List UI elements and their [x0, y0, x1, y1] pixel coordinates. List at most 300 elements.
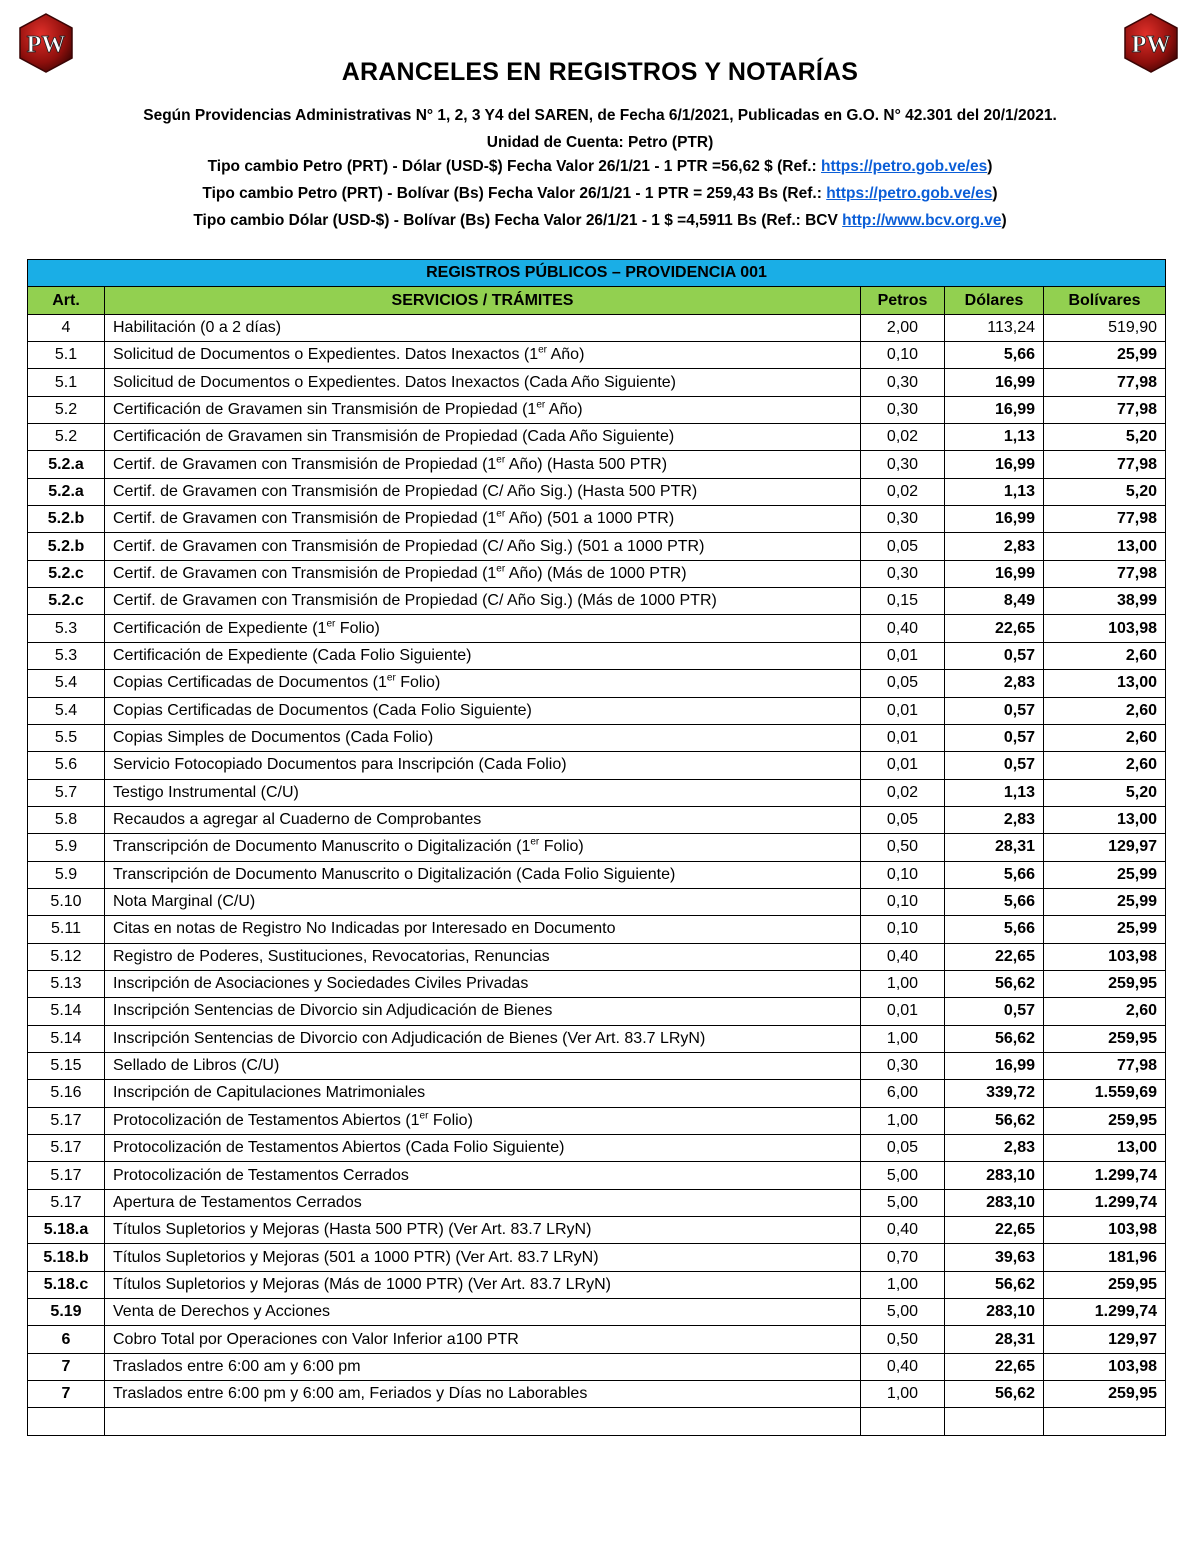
cell-dolares: 56,62 — [945, 1025, 1044, 1052]
cell-service — [105, 588, 861, 615]
column-header-row — [28, 287, 1166, 314]
cell-bolivares: 103,98 — [1044, 943, 1166, 970]
table-row — [28, 670, 1166, 697]
cell-art: 5.18.a — [28, 1217, 105, 1244]
cell-service — [105, 888, 861, 915]
cell-art: 5.12 — [28, 943, 105, 970]
cell-service — [105, 916, 861, 943]
rate-petro-bs-line — [0, 185, 1200, 203]
cell-art: 5.1 — [28, 342, 105, 369]
cell-dolares: 1,13 — [945, 779, 1044, 806]
cell-art: 6 — [28, 1326, 105, 1353]
cell-bolivares: 38,99 — [1044, 588, 1166, 615]
cell-art: 5.2.a — [28, 478, 105, 505]
cell-petros: 1,00 — [861, 1025, 945, 1052]
service-text-suffix: Folio) — [335, 619, 380, 637]
cell-bolivares: 77,98 — [1044, 451, 1166, 478]
cell-service — [105, 670, 861, 697]
cell-art: 5.2.b — [28, 533, 105, 560]
cell-service — [105, 342, 861, 369]
table-row — [28, 615, 1166, 642]
cell-petros: 0,15 — [861, 588, 945, 615]
cell-petros: 0,50 — [861, 834, 945, 861]
table-row — [28, 916, 1166, 943]
cell-bolivares: 259,95 — [1044, 1107, 1166, 1134]
cell-petros: 0,30 — [861, 506, 945, 533]
service-text: Inscripción Sentencias de Divorcio con Adjudicación de Bienes (Ver Art. 83.7 LRyN) — [113, 1029, 706, 1047]
cell-art: 5.2 — [28, 396, 105, 423]
cell-service — [105, 1162, 861, 1189]
table-row — [28, 1052, 1166, 1079]
ordinal-superscript: er — [419, 1110, 429, 1122]
cell-service — [105, 1107, 861, 1134]
cell-petros: 0,30 — [861, 1052, 945, 1079]
cell-art: 5.2.c — [28, 588, 105, 615]
rate-usd-bs-line — [0, 212, 1200, 230]
col-header-bolivares: Bolívares — [1044, 287, 1166, 314]
petro-link-2[interactable]: https://petro.gob.ve/es — [826, 185, 993, 202]
service-text-suffix: Folio) — [428, 1111, 473, 1129]
table-row — [28, 1244, 1166, 1271]
col-header-petros: Petros — [861, 287, 945, 314]
cell-bolivares: 103,98 — [1044, 615, 1166, 642]
section-title: REGISTROS PÚBLICOS – PROVIDENCIA 001 — [28, 260, 1166, 287]
cell-dolares: 5,66 — [945, 916, 1044, 943]
cell-petros: 0,10 — [861, 342, 945, 369]
cell-bolivares: 1.299,74 — [1044, 1299, 1166, 1326]
cell-dolares: 16,99 — [945, 1052, 1044, 1079]
bcv-link[interactable]: http://www.bcv.org.ve — [842, 212, 1002, 229]
service-text: Certif. de Gravamen con Transmisión de Propiedad (C/ Año Sig.) (Hasta 500 PTR) — [113, 482, 698, 500]
cell-art: 5.4 — [28, 670, 105, 697]
empty-cell — [1044, 1408, 1166, 1435]
service-text: Transcripción de Documento Manuscrito o Digitalización (Cada Folio Siguiente) — [113, 865, 676, 883]
service-text: Traslados entre 6:00 pm y 6:00 am, Feriados y Días no Laborables — [113, 1385, 588, 1403]
cell-bolivares: 1.559,69 — [1044, 1080, 1166, 1107]
table-row — [28, 1107, 1166, 1134]
cell-service — [105, 943, 861, 970]
cell-bolivares: 25,99 — [1044, 888, 1166, 915]
cell-dolares: 113,24 — [945, 314, 1044, 341]
cell-bolivares: 5,20 — [1044, 478, 1166, 505]
providencias-line: Según Providencias Administrativas N° 1, 2, 3 Y4 del SAREN, de Fecha 6/1/2021, Publicadas en G.O. N° 42.301 del 20/1/2021. — [143, 107, 1057, 124]
cell-dolares: 22,65 — [945, 1353, 1044, 1380]
cell-petros: 0,05 — [861, 806, 945, 833]
rate-usd-bs-end: ) — [1001, 212, 1007, 229]
cell-dolares: 5,66 — [945, 342, 1044, 369]
table-row — [28, 533, 1166, 560]
cell-petros: 0,50 — [861, 1326, 945, 1353]
cell-bolivares: 25,99 — [1044, 342, 1166, 369]
cell-bolivares: 5,20 — [1044, 424, 1166, 451]
service-text: Certificación de Expediente (1 — [113, 619, 327, 637]
cell-dolares: 56,62 — [945, 1381, 1044, 1408]
cell-art: 7 — [28, 1353, 105, 1380]
service-text: Apertura de Testamentos Cerrados — [113, 1193, 362, 1211]
cell-service — [105, 1381, 861, 1408]
cell-petros: 0,01 — [861, 998, 945, 1025]
service-text: Títulos Supletorios y Mejoras (Hasta 500 PTR) (Ver Art. 83.7 LRyN) — [113, 1221, 592, 1239]
cell-petros: 6,00 — [861, 1080, 945, 1107]
cell-service — [105, 1217, 861, 1244]
table-row — [28, 1381, 1166, 1408]
cell-bolivares: 13,00 — [1044, 533, 1166, 560]
cell-petros: 0,40 — [861, 615, 945, 642]
empty-cell — [945, 1408, 1044, 1435]
cell-dolares: 56,62 — [945, 1271, 1044, 1298]
service-text: Cobro Total por Operaciones con Valor Inferior a100 PTR — [113, 1330, 519, 1348]
cell-bolivares: 77,98 — [1044, 396, 1166, 423]
cell-dolares: 0,57 — [945, 724, 1044, 751]
cell-petros: 1,00 — [861, 970, 945, 997]
cell-service — [105, 642, 861, 669]
cell-petros: 0,05 — [861, 670, 945, 697]
service-text: Copias Simples de Documentos (Cada Folio) — [113, 729, 434, 747]
cell-service — [105, 506, 861, 533]
cell-art: 5.14 — [28, 1025, 105, 1052]
service-text: Protocolización de Testamentos Abiertos (Cada Folio Siguiente) — [113, 1139, 565, 1157]
cell-art: 5.13 — [28, 970, 105, 997]
service-text: Solicitud de Documentos o Expedientes. Datos Inexactos (1 — [113, 346, 539, 364]
cell-art: 5.17 — [28, 1189, 105, 1216]
service-text-suffix: Folio) — [539, 838, 584, 856]
cell-petros: 0,30 — [861, 369, 945, 396]
cell-service — [105, 834, 861, 861]
service-text: Certif. de Gravamen con Transmisión de Propiedad (C/ Año Sig.) (Más de 1000 PTR) — [113, 592, 717, 610]
cell-dolares: 28,31 — [945, 834, 1044, 861]
cell-art: 5.17 — [28, 1135, 105, 1162]
table-row — [28, 724, 1166, 751]
pw-logo-left-text: PW — [26, 32, 66, 58]
service-text: Habilitación (0 a 2 días) — [113, 318, 282, 336]
cell-service — [105, 724, 861, 751]
table-row — [28, 314, 1166, 341]
cell-dolares: 283,10 — [945, 1189, 1044, 1216]
section-header-row — [28, 260, 1166, 287]
cell-dolares: 39,63 — [945, 1244, 1044, 1271]
fees-table — [27, 259, 1166, 1436]
table-row — [28, 779, 1166, 806]
cell-art: 5.5 — [28, 724, 105, 751]
cell-bolivares: 2,60 — [1044, 697, 1166, 724]
table-row — [28, 342, 1166, 369]
cell-dolares: 8,49 — [945, 588, 1044, 615]
cell-service — [105, 1025, 861, 1052]
cell-petros: 5,00 — [861, 1189, 945, 1216]
cell-dolares: 283,10 — [945, 1162, 1044, 1189]
cell-bolivares: 77,98 — [1044, 1052, 1166, 1079]
empty-cell — [861, 1408, 945, 1435]
cell-service — [105, 1326, 861, 1353]
cell-art: 5.19 — [28, 1299, 105, 1326]
ordinal-superscript: er — [496, 454, 506, 466]
cell-service — [105, 478, 861, 505]
table-row — [28, 998, 1166, 1025]
table-row — [28, 1189, 1166, 1216]
cell-art: 5.14 — [28, 998, 105, 1025]
cell-service — [105, 533, 861, 560]
cell-art: 5.17 — [28, 1107, 105, 1134]
cell-service — [105, 1271, 861, 1298]
service-text: Testigo Instrumental (C/U) — [113, 783, 299, 801]
table-row — [28, 451, 1166, 478]
cell-art: 5.3 — [28, 615, 105, 642]
cell-petros: 1,00 — [861, 1381, 945, 1408]
service-text: Nota Marginal (C/U) — [113, 893, 256, 911]
rate-petro-bs-text: Tipo cambio Petro (PRT) - Bolívar (Bs) Fecha Valor 26/1/21 - 1 PTR = 259,43 Bs (Ref.: — [202, 185, 827, 202]
rate-usd-bs-text: Tipo cambio Dólar (USD-$) - Bolívar (Bs) Fecha Valor 26/1/21 - 1 $ =4,5911 Bs (Ref.: BCV — [193, 212, 843, 229]
cell-service — [105, 560, 861, 587]
cell-petros: 0,40 — [861, 943, 945, 970]
cell-bolivares: 77,98 — [1044, 506, 1166, 533]
cell-petros: 5,00 — [861, 1162, 945, 1189]
col-header-art: Art. — [28, 287, 105, 314]
cell-service — [105, 451, 861, 478]
table-row — [28, 752, 1166, 779]
service-text: Solicitud de Documentos o Expedientes. Datos Inexactos (Cada Año Siguiente) — [113, 373, 676, 391]
table-row — [28, 1353, 1166, 1380]
cell-art: 5.2.a — [28, 451, 105, 478]
table-row — [28, 834, 1166, 861]
cell-dolares: 5,66 — [945, 888, 1044, 915]
cell-art: 5.6 — [28, 752, 105, 779]
service-text: Copias Certificadas de Documentos (Cada Folio Siguiente) — [113, 701, 532, 719]
cell-art: 5.18.b — [28, 1244, 105, 1271]
service-text-suffix: Año) — [545, 400, 583, 418]
cell-art: 5.2 — [28, 424, 105, 451]
cell-service — [105, 314, 861, 341]
cell-service — [105, 615, 861, 642]
cell-bolivares: 13,00 — [1044, 806, 1166, 833]
col-header-services: SERVICIOS / TRÁMITES — [105, 287, 861, 314]
petro-link-1[interactable]: https://petro.gob.ve/es — [821, 158, 988, 175]
service-text: Inscripción de Capitulaciones Matrimoniales — [113, 1084, 426, 1102]
cell-petros: 0,40 — [861, 1353, 945, 1380]
cell-petros: 1,00 — [861, 1107, 945, 1134]
table-row — [28, 943, 1166, 970]
cell-dolares: 16,99 — [945, 560, 1044, 587]
cell-art: 5.11 — [28, 916, 105, 943]
cell-dolares: 28,31 — [945, 1326, 1044, 1353]
service-text: Certif. de Gravamen con Transmisión de Propiedad (1 — [113, 510, 497, 528]
service-text-suffix: Año) — [547, 346, 585, 364]
cell-art: 5.9 — [28, 861, 105, 888]
cell-dolares: 0,57 — [945, 998, 1044, 1025]
ordinal-superscript: er — [530, 837, 540, 849]
cell-bolivares: 259,95 — [1044, 1271, 1166, 1298]
table-row — [28, 424, 1166, 451]
service-text: Registro de Poderes, Sustituciones, Revocatorias, Renuncias — [113, 947, 550, 965]
cell-dolares: 0,57 — [945, 752, 1044, 779]
ordinal-superscript: er — [496, 508, 506, 520]
cell-dolares: 16,99 — [945, 451, 1044, 478]
cell-service — [105, 1080, 861, 1107]
cell-art: 5.15 — [28, 1052, 105, 1079]
service-text-suffix: Año) (Más de 1000 PTR) — [505, 564, 687, 582]
table-row — [28, 506, 1166, 533]
cell-petros: 2,00 — [861, 314, 945, 341]
table-row — [28, 588, 1166, 615]
service-text: Transcripción de Documento Manuscrito o Digitalización (1 — [113, 838, 531, 856]
service-text: Inscripción Sentencias de Divorcio sin Adjudicación de Bienes — [113, 1002, 553, 1020]
cell-petros: 0,30 — [861, 451, 945, 478]
cell-petros: 0,30 — [861, 560, 945, 587]
service-text: Certificación de Gravamen sin Transmisión de Propiedad (1 — [113, 400, 537, 418]
table-row — [28, 1135, 1166, 1162]
cell-bolivares: 2,60 — [1044, 642, 1166, 669]
cell-dolares: 0,57 — [945, 642, 1044, 669]
table-row — [28, 369, 1166, 396]
cell-service — [105, 1299, 861, 1326]
cell-bolivares: 1.299,74 — [1044, 1162, 1166, 1189]
cell-petros: 0,10 — [861, 916, 945, 943]
cell-bolivares: 103,98 — [1044, 1353, 1166, 1380]
cell-dolares: 2,83 — [945, 670, 1044, 697]
ordinal-superscript: er — [386, 673, 396, 684]
cell-bolivares: 519,90 — [1044, 314, 1166, 341]
table-row — [28, 806, 1166, 833]
table-row — [28, 1162, 1166, 1189]
service-text: Copias Certificadas de Documentos (1 — [113, 674, 387, 692]
empty-cell — [28, 1408, 105, 1435]
cell-service — [105, 369, 861, 396]
table-row — [28, 861, 1166, 888]
cell-petros: 0,30 — [861, 396, 945, 423]
cell-bolivares: 2,60 — [1044, 998, 1166, 1025]
cell-art: 5.2.b — [28, 506, 105, 533]
cell-bolivares: 1.299,74 — [1044, 1189, 1166, 1216]
service-text: Traslados entre 6:00 am y 6:00 pm — [113, 1357, 361, 1375]
cell-art: 4 — [28, 314, 105, 341]
cell-service — [105, 396, 861, 423]
cell-service — [105, 1244, 861, 1271]
cell-petros: 0,01 — [861, 752, 945, 779]
ordinal-superscript: er — [496, 563, 506, 575]
cell-service — [105, 970, 861, 997]
table-row — [28, 1299, 1166, 1326]
service-text: Citas en notas de Registro No Indicadas por Interesado en Documento — [113, 920, 616, 938]
rate-petro-usd-text: Tipo cambio Petro (PRT) - Dólar (USD-$) Fecha Valor 26/1/21 - 1 PTR =56,62 $ (Ref.: — [207, 158, 822, 175]
cell-dolares: 56,62 — [945, 1107, 1044, 1134]
cell-petros: 0,40 — [861, 1217, 945, 1244]
table-row — [28, 1217, 1166, 1244]
cell-dolares: 16,99 — [945, 506, 1044, 533]
empty-table-row — [28, 1408, 1166, 1435]
cell-dolares: 2,83 — [945, 1135, 1044, 1162]
table-row — [28, 1326, 1166, 1353]
service-text: Venta de Derechos y Acciones — [113, 1303, 331, 1321]
cell-service — [105, 424, 861, 451]
table-row — [28, 560, 1166, 587]
cell-art: 5.10 — [28, 888, 105, 915]
cell-petros: 0,05 — [861, 1135, 945, 1162]
col-header-dolares: Dólares — [945, 287, 1044, 314]
cell-petros: 0,01 — [861, 724, 945, 751]
cell-bolivares: 259,95 — [1044, 1025, 1166, 1052]
cell-bolivares: 259,95 — [1044, 970, 1166, 997]
cell-bolivares: 5,20 — [1044, 779, 1166, 806]
cell-dolares: 16,99 — [945, 396, 1044, 423]
service-text: Inscripción de Asociaciones y Sociedades Civiles Privadas — [113, 975, 529, 993]
cell-dolares: 0,57 — [945, 697, 1044, 724]
cell-petros: 0,01 — [861, 642, 945, 669]
cell-petros: 0,10 — [861, 861, 945, 888]
cell-petros: 0,10 — [861, 888, 945, 915]
cell-petros: 0,05 — [861, 533, 945, 560]
cell-petros: 5,00 — [861, 1299, 945, 1326]
cell-service — [105, 1052, 861, 1079]
cell-service — [105, 806, 861, 833]
cell-art: 5.9 — [28, 834, 105, 861]
service-text: Certif. de Gravamen con Transmisión de Propiedad (C/ Año Sig.) (501 a 1000 PTR) — [113, 537, 705, 555]
service-text-suffix: Folio) — [395, 674, 441, 692]
service-text: Certificación de Expediente (Cada Folio Siguiente) — [113, 646, 472, 664]
cell-art: 5.16 — [28, 1080, 105, 1107]
cell-dolares: 16,99 — [945, 369, 1044, 396]
cell-dolares: 22,65 — [945, 1217, 1044, 1244]
ordinal-superscript: er — [538, 344, 548, 356]
cell-petros: 0,70 — [861, 1244, 945, 1271]
fees-table-body — [28, 314, 1166, 1435]
cell-petros: 0,02 — [861, 478, 945, 505]
cell-art: 5.7 — [28, 779, 105, 806]
service-text-suffix: Año) (Hasta 500 PTR) — [505, 455, 668, 473]
table-row — [28, 396, 1166, 423]
rate-petro-usd-line — [0, 158, 1200, 176]
cell-bolivares: 259,95 — [1044, 1381, 1166, 1408]
cell-art: 5.3 — [28, 642, 105, 669]
table-row — [28, 1025, 1166, 1052]
cell-art: 5.4 — [28, 697, 105, 724]
cell-bolivares: 13,00 — [1044, 1135, 1166, 1162]
ordinal-superscript: er — [536, 399, 546, 411]
cell-bolivares: 181,96 — [1044, 1244, 1166, 1271]
service-text: Recaudos a agregar al Cuaderno de Comprobantes — [113, 811, 482, 829]
service-text: Certificación de Gravamen sin Transmisión de Propiedad (Cada Año Siguiente) — [113, 428, 675, 446]
pw-logo-right-text: PW — [1131, 32, 1171, 58]
table-row — [28, 888, 1166, 915]
cell-dolares: 283,10 — [945, 1299, 1044, 1326]
cell-dolares: 2,83 — [945, 533, 1044, 560]
table-row — [28, 970, 1166, 997]
ordinal-superscript: er — [326, 618, 336, 630]
cell-bolivares: 103,98 — [1044, 1217, 1166, 1244]
cell-dolares: 1,13 — [945, 424, 1044, 451]
rate-petro-usd-end: ) — [987, 158, 993, 175]
service-text: Certif. de Gravamen con Transmisión de Propiedad (1 — [113, 455, 497, 473]
cell-dolares: 2,83 — [945, 806, 1044, 833]
service-text: Títulos Supletorios y Mejoras (Más de 1000 PTR) (Ver Art. 83.7 LRyN) — [113, 1275, 611, 1293]
cell-service — [105, 779, 861, 806]
service-text: Certif. de Gravamen con Transmisión de Propiedad (1 — [113, 564, 497, 582]
cell-service — [105, 1135, 861, 1162]
table-row — [28, 478, 1166, 505]
cell-bolivares: 2,60 — [1044, 752, 1166, 779]
cell-dolares: 339,72 — [945, 1080, 1044, 1107]
cell-petros: 0,02 — [861, 779, 945, 806]
cell-bolivares: 2,60 — [1044, 724, 1166, 751]
cell-dolares: 5,66 — [945, 861, 1044, 888]
service-text: Sellado de Libros (C/U) — [113, 1057, 280, 1075]
table-row — [28, 1080, 1166, 1107]
cell-petros: 0,01 — [861, 697, 945, 724]
cell-bolivares: 25,99 — [1044, 916, 1166, 943]
cell-art: 7 — [28, 1381, 105, 1408]
table-row — [28, 1271, 1166, 1298]
service-text: Títulos Supletorios y Mejoras (501 a 1000 PTR) (Ver Art. 83.7 LRyN) — [113, 1248, 599, 1266]
service-text: Servicio Fotocopiado Documentos para Inscripción (Cada Folio) — [113, 756, 567, 774]
service-text: Protocolización de Testamentos Abiertos (1 — [113, 1111, 420, 1129]
